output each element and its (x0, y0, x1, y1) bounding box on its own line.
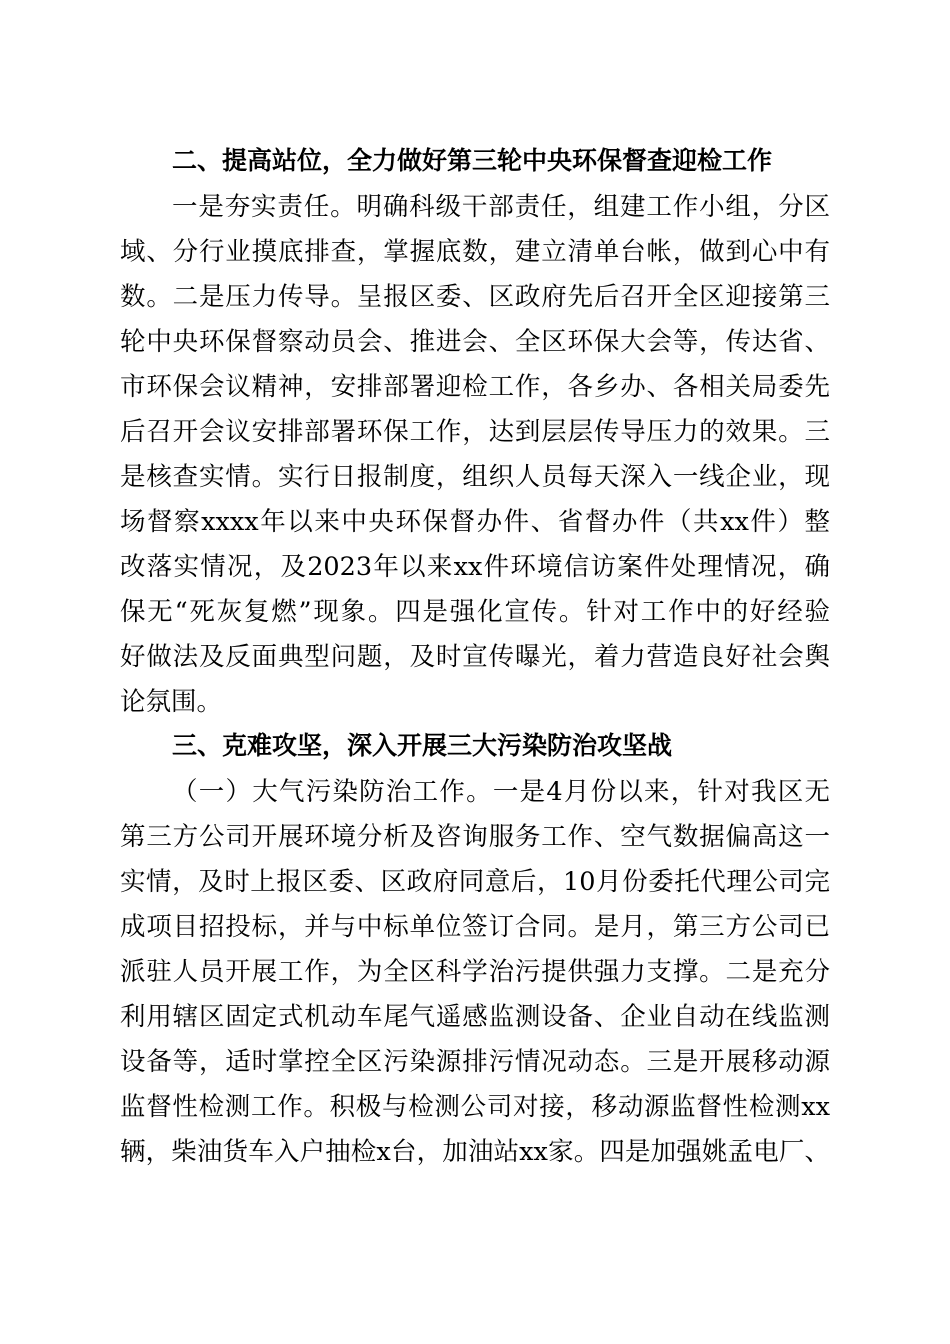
paragraph-line: 是核查实情。实行日报制度，组织人员每天深入一线企业，现 (120, 462, 830, 492)
paragraph-line: 场督察xxxx年以来中央环保督办件、省督办件（共xx件）整 (120, 507, 830, 537)
paragraph-line: 轮中央环保督察动员会、推进会、全区环保大会等，传达省、 (120, 327, 830, 357)
paragraph-line: 一是夯实责任。明确科级干部责任，组建工作小组，分区 (172, 192, 830, 222)
paragraph-line: 设备等，适时掌控全区污染源排污情况动态。三是开展移动源 (120, 1047, 830, 1077)
section-heading-3: 三、克难攻坚，深入开展三大污染防治攻坚战 (172, 731, 673, 760)
paragraph-line: 监督性检测工作。积极与检测公司对接，移动源监督性检测xx (120, 1092, 830, 1122)
paragraph-line: 后召开会议安排部署环保工作，达到层层传导压力的效果。三 (120, 417, 830, 447)
paragraph-line: 数。二是压力传导。呈报区委、区政府先后召开全区迎接第三 (120, 282, 830, 312)
paragraph-line: 第三方公司开展环境分析及咨询服务工作、空气数据偏高这一 (120, 822, 830, 852)
paragraph-line: 市环保会议精神，安排部署迎检工作，各乡办、各相关局委先 (120, 372, 830, 402)
paragraph-line: 域、分行业摸底排查，掌握底数，建立清单台帐，做到心中有 (120, 237, 830, 267)
paragraph-line: 论氛围。 (120, 687, 223, 717)
paragraph-line: 改落实情况，及2023年以来xx件环境信访案件处理情况，确 (120, 552, 830, 582)
section-heading-2: 二、提高站位，全力做好第三轮中央环保督查迎检工作 (172, 146, 773, 175)
paragraph-line: （一）大气污染防治工作。一是4月份以来，针对我区无 (172, 777, 830, 807)
paragraph-line: 利用辖区固定式机动车尾气遥感监测设备、企业自动在线监测 (120, 1002, 830, 1032)
paragraph-line: 派驻人员开展工作，为全区科学治污提供强力支撑。二是充分 (120, 957, 830, 987)
paragraph-line: 成项目招投标，并与中标单位签订合同。是月，第三方公司已 (120, 912, 830, 942)
paragraph-line: 实情，及时上报区委、区政府同意后，10月份委托代理公司完 (120, 867, 830, 897)
paragraph-line: 辆，柴油货车入户抽检x台，加油站xx家。四是加强姚孟电厂、 (120, 1137, 830, 1167)
paragraph-line: 保无“死灰复燃”现象。四是强化宣传。针对工作中的好经验 (120, 597, 830, 627)
paragraph-line: 好做法及反面典型问题，及时宣传曝光，着力营造良好社会舆 (120, 642, 830, 672)
